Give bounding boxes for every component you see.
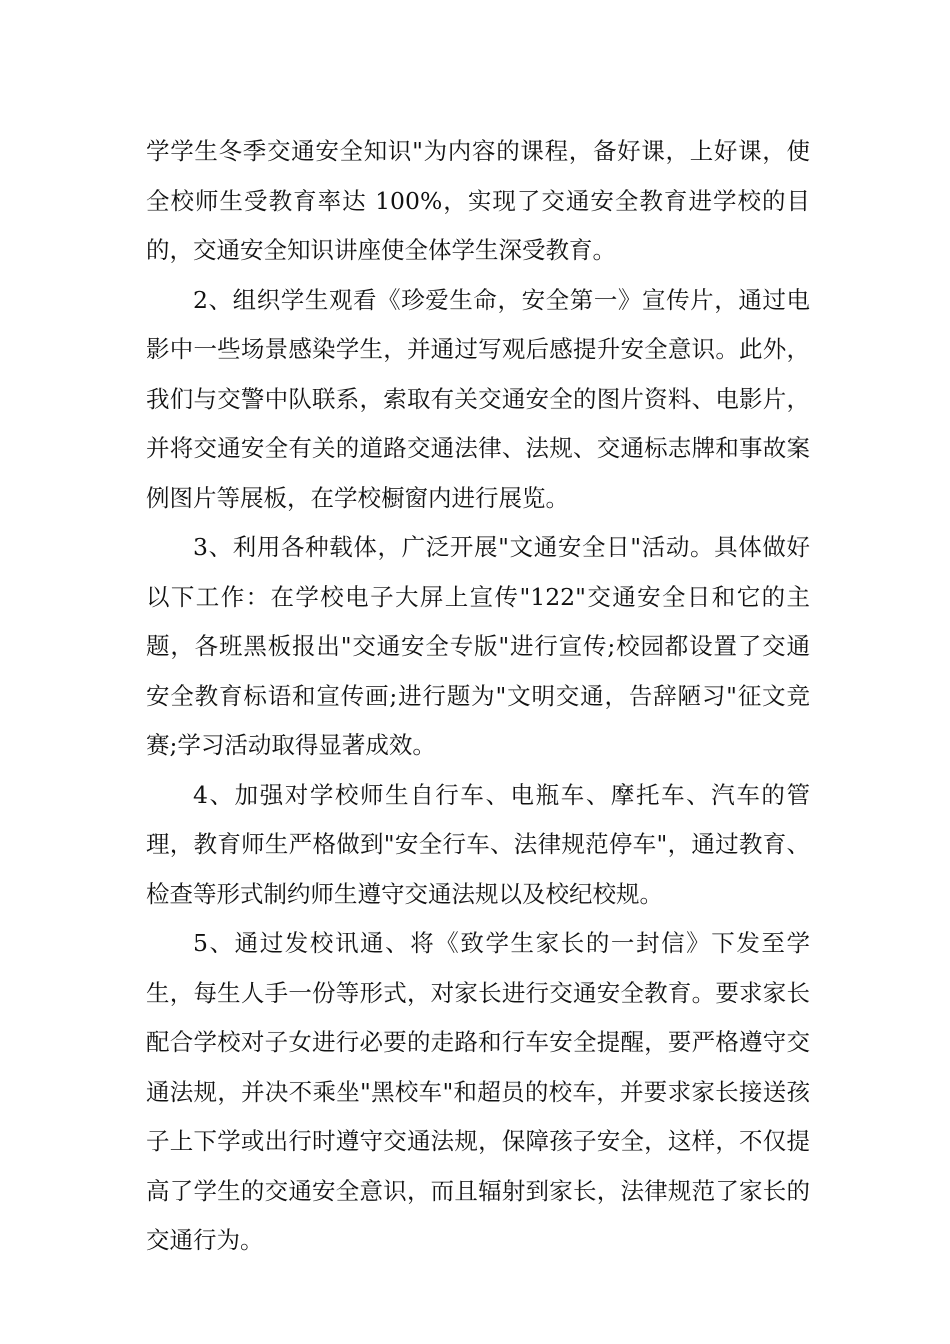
paragraph-item-2: 2、组织学生观看《珍爱生命，安全第一》宣传片，通过电影中一些场景感染学生，并通过写观后感提升安全意识。此外，我们与交警中队联系，索取有关交通安全的图片资料、电影片，并将交通安全有关的道路交通法律、法规、交通标志牌和事故案例图片等展板，在学校橱窗内进行展览。 [146, 285, 810, 512]
paragraph-item-3: 3、利用各种载体，广泛开展"文通安全日"活动。具体做好以下工作：在学校电子大屏上宣传"122"交通安全日和它的主题，各班黑板报出"交通安全专版"进行宣传;校园都设置了交通安全教育标语和宣传画;进行题为"文明交通，告辞陋习"征文竞赛;学习活动取得显著成效。 [146, 533, 810, 759]
paragraph-continuation: 学学生冬季交通安全知识"为内容的课程，备好课，上好课，使全校师生受教育率达 100%，实现了交通安全教育进学校的目的，交通安全知识讲座使全体学生深受教育。 [146, 137, 810, 264]
paragraph-item-4: 4、加强对学校师生自行车、电瓶车、摩托车、汽车的管理，教育师生严格做到"安全行车、法律规范停车"，通过教育、检查等形式制约师生遵守交通法规以及校纪校规。 [146, 780, 810, 908]
paragraph-item-5: 5、通过发校讯通、将《致学生家长的一封信》下发至学生，每生人手一份等形式，对家长进行交通安全教育。要求家长配合学校对子女进行必要的走路和行车安全提醒，要严格遵守交通法规，并决不乘坐"黑校车"和超员的校车，并要求家长接送孩子上下学或出行时遵守交通法规，保障孩子安全，这样，不仅提高了学生的交通安全意识，而且辐射到家长，法律规范了家长的交通行为。 [146, 929, 810, 1254]
document-body [146, 127, 810, 1266]
